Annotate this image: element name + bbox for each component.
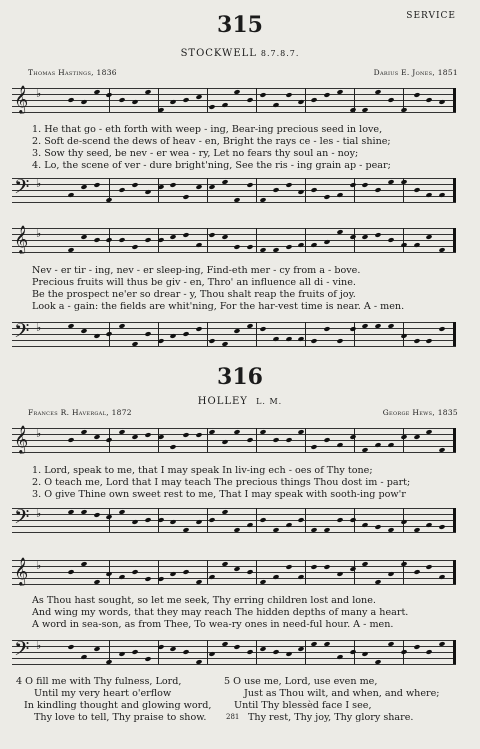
staff-line [12, 658, 456, 659]
note-head [234, 644, 241, 650]
staff-line [12, 428, 456, 429]
note-head [144, 656, 151, 662]
staff-line [12, 252, 456, 253]
stanza-line: 4 O fill me with Thy fulness, Lord, [16, 676, 182, 687]
note-head [247, 649, 254, 655]
note-head [144, 576, 151, 582]
treble-clef-icon: 𝄞 [14, 557, 29, 585]
note-head [234, 244, 241, 250]
note-head [285, 244, 292, 250]
bar-line [256, 322, 257, 346]
note-head [170, 182, 177, 188]
note-head [247, 97, 254, 103]
tune-name: STOCKWELL [180, 48, 257, 59]
staff-line [12, 340, 456, 341]
flat-icon: ♭ [36, 321, 42, 334]
staff-line [12, 584, 456, 585]
note-head [413, 187, 420, 193]
note-head [285, 92, 292, 98]
note-head [93, 237, 100, 243]
note-head [272, 649, 279, 655]
bar-line [158, 178, 159, 202]
note-head [400, 649, 407, 655]
bass-clef-icon: 𝄢 [14, 505, 30, 533]
note-head [439, 524, 446, 530]
stanza-line: In kindling thought and glowing word, [24, 700, 212, 711]
bar-line [305, 88, 306, 112]
final-bar-line [453, 428, 456, 452]
tune-name: HOLLEY [197, 396, 248, 407]
flat-icon: ♭ [36, 639, 42, 652]
note-head [323, 92, 330, 98]
bar-line [158, 640, 159, 664]
final-bar-line [453, 178, 456, 202]
hymn-number-316: 316 [217, 364, 263, 390]
note-head [285, 182, 292, 188]
note-head [131, 182, 138, 188]
note-head [183, 569, 190, 575]
staff-line [12, 560, 456, 561]
staff-line [12, 508, 456, 509]
note-head [157, 576, 164, 582]
bar-line [207, 228, 208, 252]
staff-line [12, 520, 456, 521]
staff-line [12, 440, 456, 441]
note-head [131, 99, 138, 105]
flat-icon: ♭ [36, 559, 42, 572]
note-head [323, 437, 330, 443]
note-head [426, 97, 433, 103]
meter: L. M. [256, 397, 283, 406]
note-head [208, 232, 215, 238]
bar-line [305, 322, 306, 346]
staff-line [12, 112, 456, 113]
final-bar-line [453, 322, 456, 346]
note-head [387, 97, 394, 103]
note-head [183, 331, 190, 337]
lyric-line: 2. O teach me, Lord that I may teach The precious things Thou dost im - part; [32, 477, 411, 488]
note-head [439, 326, 446, 332]
note-head [93, 182, 100, 188]
bass-staff [12, 505, 456, 533]
final-bar-line [453, 228, 456, 252]
author-credit: Thomas Hastings, 1836 [28, 68, 117, 77]
bar-line [256, 88, 257, 112]
note-head [349, 326, 356, 332]
final-bar-line [453, 508, 456, 532]
bar-line [109, 508, 110, 532]
note-head [323, 326, 330, 332]
note-head [259, 326, 266, 332]
staff-line [12, 526, 456, 527]
note-head [375, 187, 382, 193]
note-head [323, 564, 330, 570]
staff-line [12, 652, 456, 653]
tune-name-holley [0, 396, 480, 407]
composer-credit: Darius E. Jones, 1851 [373, 68, 458, 77]
staff-line [12, 640, 456, 641]
bar-line [158, 428, 159, 452]
note-head [183, 194, 190, 200]
note-head [195, 432, 202, 438]
staff-line [12, 234, 456, 235]
note-head [426, 649, 433, 655]
lyric-line: A word in sea-son, as from Thee, To wea-ry ones in need-ful hour. A - men. [32, 619, 394, 630]
treble-clef-icon: 𝄞 [14, 225, 29, 253]
note-head [144, 517, 151, 523]
staff-line [12, 452, 456, 453]
bar-line [256, 428, 257, 452]
note-head [195, 519, 202, 525]
section-label: SERVICE [406, 11, 456, 21]
note-head [93, 512, 100, 518]
treble-staff [12, 225, 456, 253]
stanza-line: Thy love to tell, Thy praise to show. [34, 712, 207, 723]
treble-staff [12, 557, 456, 585]
bar-line [305, 640, 306, 664]
bar-line [305, 428, 306, 452]
stanza-line: Until my very heart o'erflow [34, 688, 172, 699]
lyric-line: 2. Soft de-scend the dews of heav - en, Bright the rays ce - les - tial shine; [32, 136, 391, 147]
bar-line [305, 508, 306, 532]
bass-clef-icon: 𝄢 [14, 637, 30, 665]
lyric-line: 3. O give Thine own sweet rest to me, That I may speak with sooth-ing pow'r [32, 489, 406, 500]
note-head [170, 444, 177, 450]
page-number: 281 [226, 713, 240, 721]
note-head [349, 517, 356, 523]
note-head [195, 326, 202, 332]
note-head [375, 232, 382, 238]
staff-line [12, 178, 456, 179]
lyric-line: 1. Lord, speak to me, that I may speak In liv-ing ech - oes of Thy tone; [32, 465, 373, 476]
treble-clef-icon: 𝄞 [14, 425, 29, 453]
staff-line [12, 228, 456, 229]
note-head [221, 439, 228, 445]
note-head [67, 97, 74, 103]
note-head [298, 517, 305, 523]
note-head [106, 92, 113, 98]
meter: 8.7.8.7. [260, 49, 300, 58]
note-head [272, 187, 279, 193]
note-head [349, 182, 356, 188]
flat-icon: ♭ [36, 507, 42, 520]
treble-clef-icon: 𝄞 [14, 85, 29, 113]
composer-credit: George Hews, 1835 [382, 408, 458, 417]
note-head [311, 444, 318, 450]
note-head [119, 97, 126, 103]
bar-line [354, 428, 355, 452]
note-head [208, 338, 215, 344]
note-head [426, 564, 433, 570]
stanza-line: Just as Thou wilt, and when, and where; [244, 688, 440, 699]
lyric-line: 1. He that go - eth forth with weep - ing, Bear-ing precious seed in love, [32, 124, 383, 135]
note-head [413, 338, 420, 344]
bass-staff [12, 637, 456, 665]
note-head [183, 232, 190, 238]
staff-line [12, 196, 456, 197]
bar-line [256, 178, 257, 202]
note-head [336, 338, 343, 344]
bar-line [305, 178, 306, 202]
bar-line [207, 178, 208, 202]
note-head [336, 517, 343, 523]
note-head [208, 517, 215, 523]
note-head [131, 519, 138, 525]
author-credit: Frances R. Havergal, 1872 [28, 408, 132, 417]
stanza-line: Thy rest, Thy joy, Thy glory share. [248, 712, 414, 723]
final-bar-line [453, 560, 456, 584]
bass-clef-icon: 𝄢 [14, 175, 30, 203]
final-bar-line [453, 88, 456, 112]
note-head [413, 644, 420, 650]
lyric-line: Be the prospect ne'er so drear - y, Thou shalt reap the fruits of joy. [32, 289, 356, 300]
note-head [285, 564, 292, 570]
lyric-line: Nev - er tir - ing, nev - er sleep-ing, Find-eth mer - cy from a - bove. [32, 265, 361, 276]
bar-line [354, 560, 355, 584]
lyric-line: Look a - gain: the fields are whit'ning, For the har-vest time is near. A - men. [32, 301, 405, 312]
note-head [119, 237, 126, 243]
bar-line [256, 228, 257, 252]
note-head [157, 338, 164, 344]
note-head [106, 437, 113, 443]
note-head [285, 651, 292, 657]
note-head [426, 338, 433, 344]
bar-line [207, 640, 208, 664]
bar-line [256, 508, 257, 532]
note-head [362, 182, 369, 188]
note-head [272, 437, 279, 443]
note-head [106, 331, 113, 337]
lyric-line: As Thou hast sought, so let me seek, Thy erring children lost and lone. [32, 595, 376, 606]
note-head [259, 92, 266, 98]
bar-line [403, 428, 404, 452]
note-head [247, 569, 254, 575]
note-head [144, 432, 151, 438]
note-head [387, 237, 394, 243]
note-head [67, 437, 74, 443]
hymn-number-315: 315 [217, 12, 263, 38]
staff-line [12, 322, 456, 323]
staff-line [12, 664, 456, 665]
note-head [144, 189, 151, 195]
staff-line [12, 346, 456, 347]
final-bar-line [453, 640, 456, 664]
note-head [183, 649, 190, 655]
note-head [106, 237, 113, 243]
flat-icon: ♭ [36, 227, 42, 240]
bar-line [256, 560, 257, 584]
staff-line [12, 578, 456, 579]
note-head [208, 651, 215, 657]
lyric-line: 3. Sow thy seed, be nev - er wea - ry, Let no fears thy soul an - noy; [32, 148, 359, 159]
stanza-4 [16, 676, 211, 724]
note-head [80, 99, 87, 105]
staff-line [12, 334, 456, 335]
flat-icon: ♭ [36, 87, 42, 100]
note-head [400, 333, 407, 339]
note-head [285, 437, 292, 443]
note-head [311, 97, 318, 103]
tune-name-stockwell [0, 48, 480, 59]
note-head [183, 97, 190, 103]
note-head [400, 519, 407, 525]
flat-icon: ♭ [36, 427, 42, 440]
note-head [375, 524, 382, 530]
bar-line [256, 640, 257, 664]
note-head [311, 564, 318, 570]
treble-staff [12, 85, 456, 113]
bar-line [207, 560, 208, 584]
note-head [131, 569, 138, 575]
lyric-line: And wing my words, that they may reach The hidden depths of many a heart. [32, 607, 409, 618]
treble-staff [12, 425, 456, 453]
bar-line [305, 560, 306, 584]
note-head [336, 571, 343, 577]
note-head [247, 244, 254, 250]
note-head [439, 99, 446, 105]
note-head [67, 569, 74, 575]
note-head [413, 92, 420, 98]
note-head [144, 237, 151, 243]
note-head [247, 182, 254, 188]
staff-line [12, 106, 456, 107]
note-head [311, 338, 318, 344]
bar-line [305, 228, 306, 252]
note-head [323, 239, 330, 245]
note-head [144, 331, 151, 337]
bar-line [207, 88, 208, 112]
flat-icon: ♭ [36, 177, 42, 190]
note-head [387, 571, 394, 577]
note-head [93, 333, 100, 339]
bar-line [403, 228, 404, 252]
staff-line [12, 88, 456, 89]
stanza-line: Until Thy blessèd face I see, [234, 700, 372, 711]
staff-line [12, 190, 456, 191]
note-head [119, 651, 126, 657]
note-head [247, 437, 254, 443]
note-head [119, 187, 126, 193]
note-head [413, 569, 420, 575]
note-head [349, 649, 356, 655]
note-head [131, 649, 138, 655]
bar-line [354, 228, 355, 252]
note-head [208, 104, 215, 110]
bar-line [207, 322, 208, 346]
note-head [311, 187, 318, 193]
bass-clef-icon: 𝄢 [14, 319, 30, 347]
lyric-line: 4. Lo, the scene of ver - dure bright'ning, See the ris - ing grain ap - pear; [32, 160, 391, 171]
staff-line [12, 514, 456, 515]
lyric-line: Precious fruits will thus be giv - en, Thro' an influence all di - vine. [32, 277, 356, 288]
note-head [323, 194, 330, 200]
note-head [67, 644, 74, 650]
note-head [183, 432, 190, 438]
note-head [259, 517, 266, 523]
note-head [131, 244, 138, 250]
stanza-5 [224, 676, 440, 724]
stanza-line: 5 O use me, Lord, use even me, [224, 676, 378, 687]
bass-staff [12, 319, 456, 347]
bass-staff [12, 175, 456, 203]
